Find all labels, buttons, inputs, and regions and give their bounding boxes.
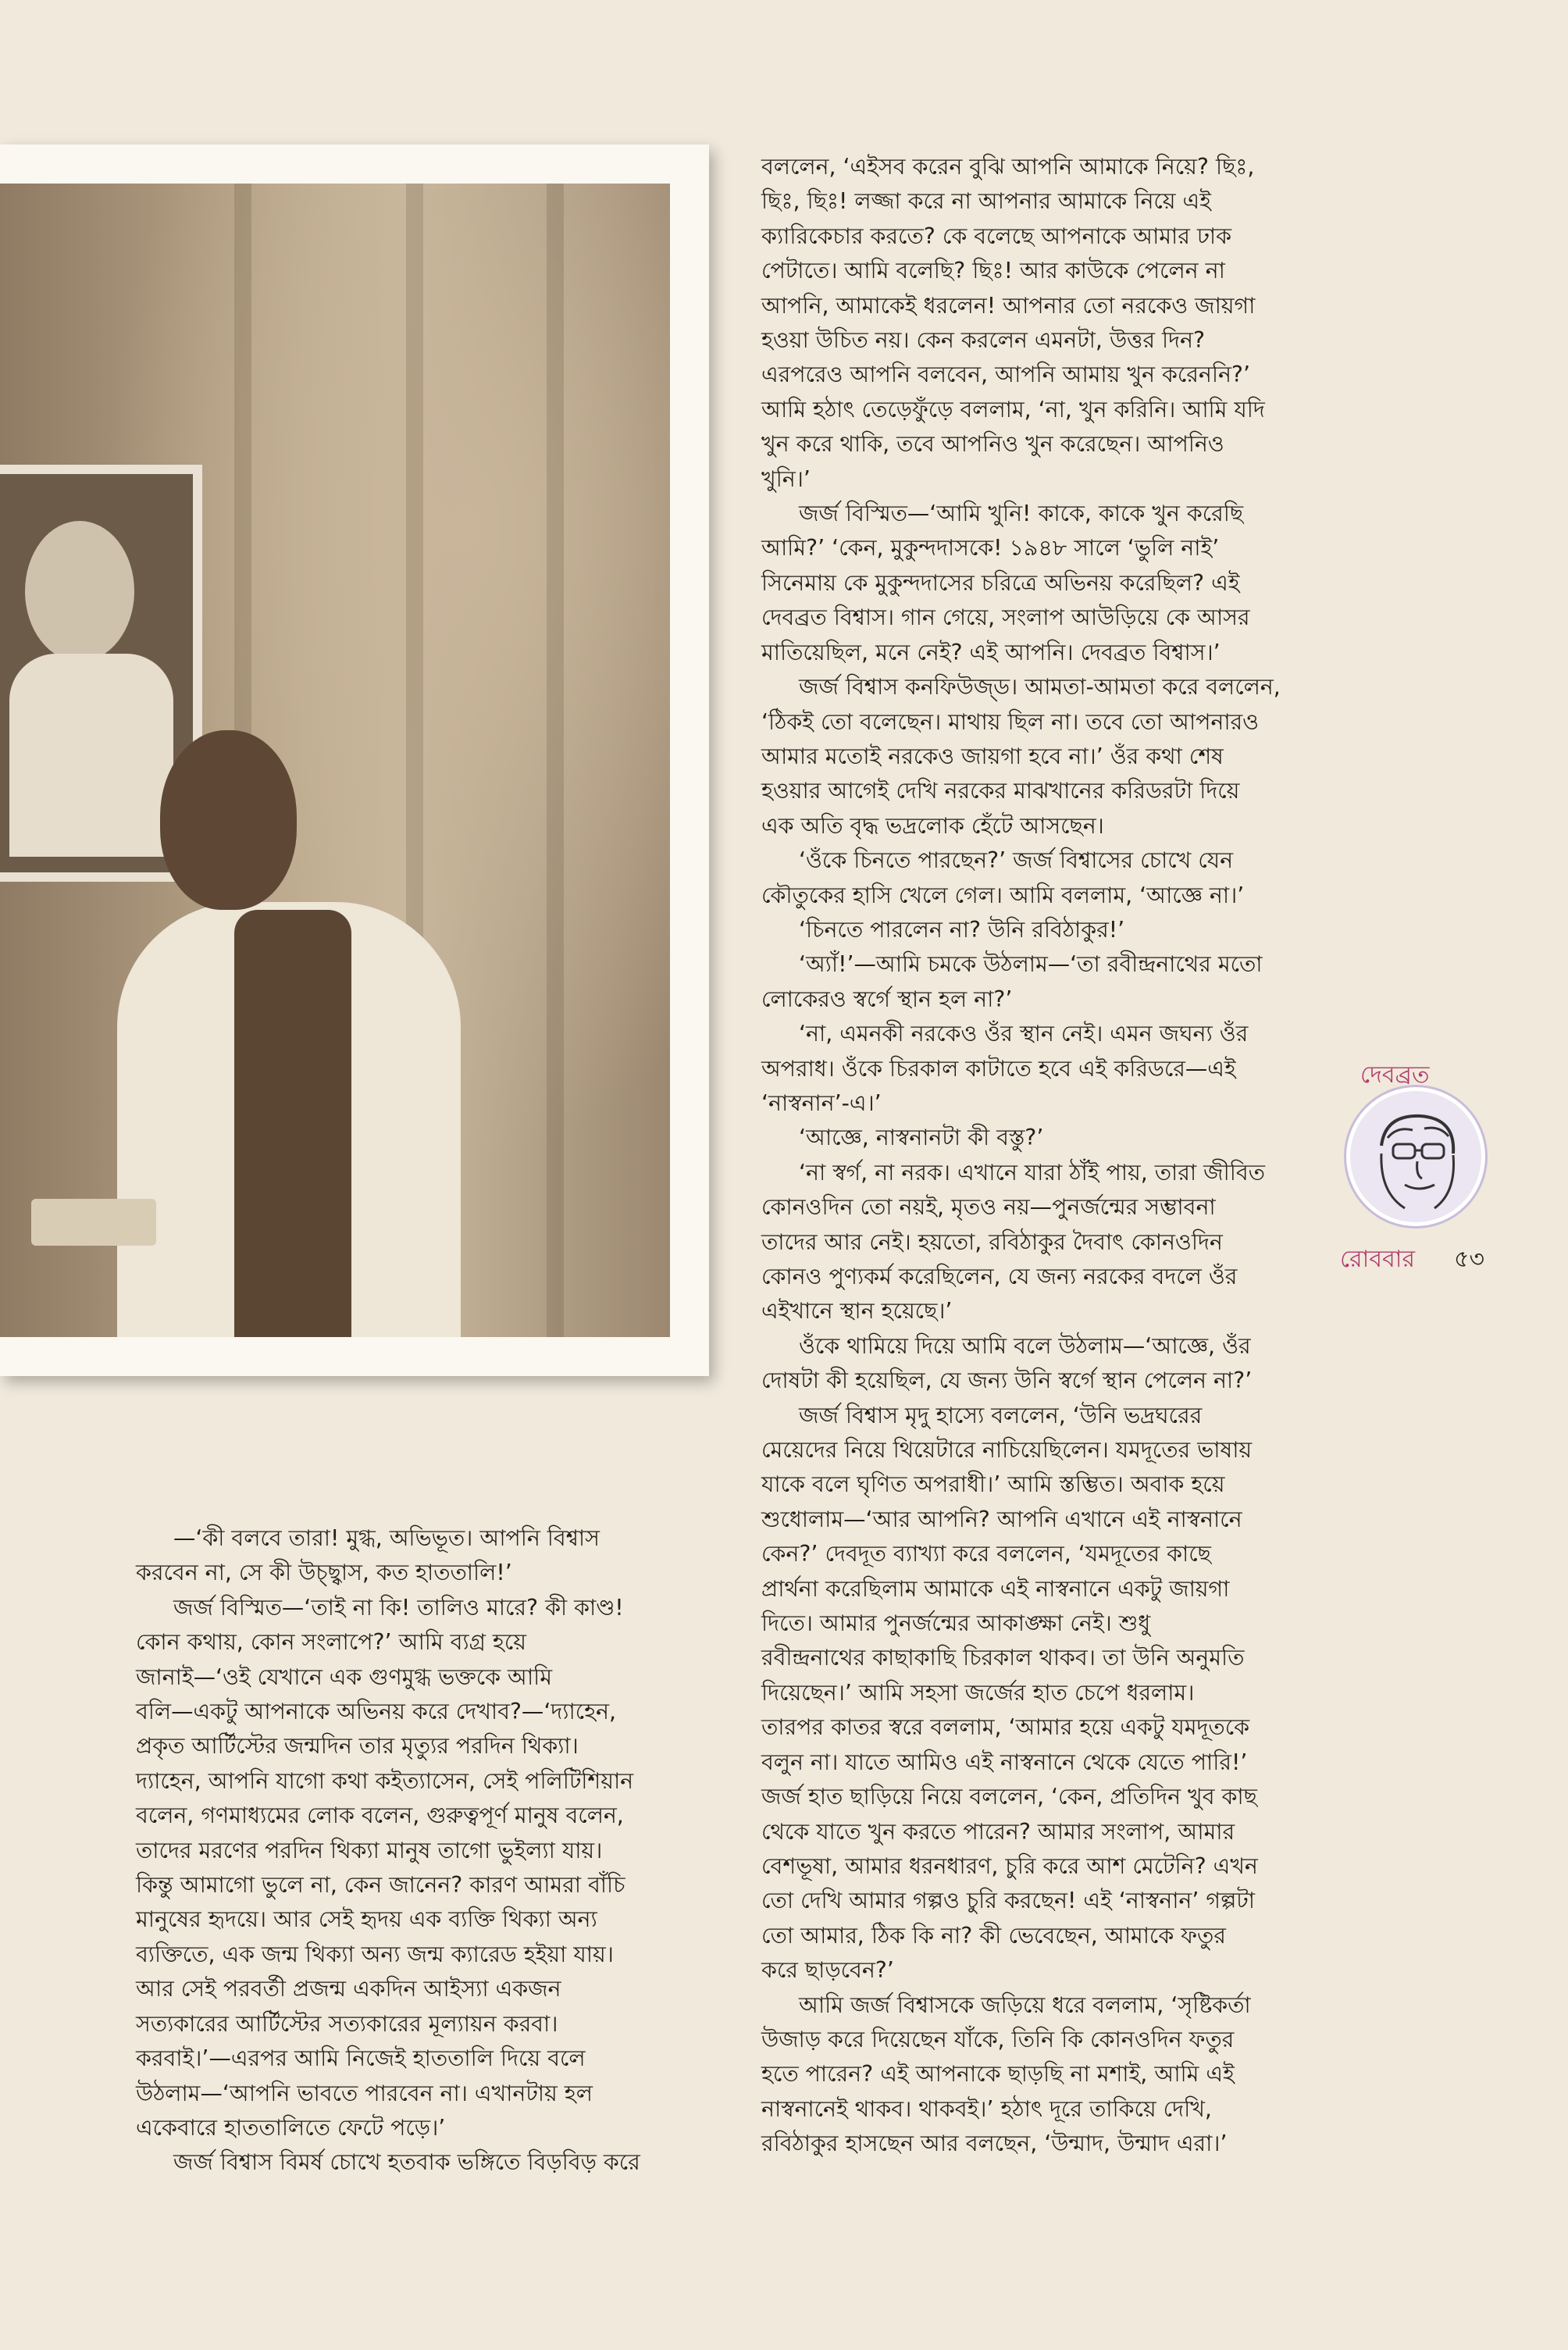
text-line: ব্যক্তিতে, এক জন্ম থিক্যা অন্য জন্ম ক্যারেড হইয়া যায়।: [136, 1941, 614, 1967]
text-line: বললেন, ‘এইসব করেন বুঝি আপনি আমাকে নিয়ে? ছিঃ,: [761, 154, 1255, 180]
text-line: খুন করে থাকি, তবে আপনিও খুন করেছেন। আপনিও: [761, 431, 1224, 458]
caricature-icon: [1350, 1091, 1481, 1222]
text-line: কৌতুকের হাসি খেলে গেল। আমি বললাম, ‘আজ্ঞে না।’: [761, 882, 1245, 908]
book: [31, 1199, 156, 1246]
text-line: পেটাতে। আমি বলেছি? ছিঃ! আর কাউকে পেলেন না: [761, 258, 1225, 284]
text-line: ছিঃ, ছিঃ! লজ্জা করে না আপনার আমাকে নিয়ে এই: [761, 188, 1211, 215]
text-line: করবাই।’—এরপর আমি নিজেই হাততালি দিয়ে বলে: [136, 2045, 586, 2072]
text-line: তারপর কাতর স্বরে বললাম, ‘আমার হয়ে একটু যমদূতকে: [761, 1714, 1249, 1741]
text-line: বলেন, গণমাধ্যমের লোক বলেন, গুরুত্বপূর্ণ মানুষ বলেন,: [136, 1803, 624, 1829]
portrait-shirt: [9, 654, 173, 857]
text-line: আমার মতোই নরকেও জায়গা হবে না।’ ওঁর কথা শেষ: [761, 743, 1224, 769]
text-line: সিনেমায় কে মুকুন্দদাসের চরিত্রে অভিনয় করেছিল? এই: [761, 569, 1240, 596]
text-line: জানাই—‘ওই যেখানে এক গুণমুগ্ধ ভক্তকে আমি: [136, 1664, 553, 1690]
author-caricature: [1346, 1087, 1485, 1226]
curtain-fold: [547, 184, 564, 1337]
text-line: তো দেখি আমার গল্পও চুরি করছেন! এই ‘নাস্বনান’ গল্পটা: [761, 1888, 1256, 1914]
text-line: প্রকৃত আর্টিস্টের জন্মদিন তার মৃত্যুর পরদিন থিক্যা।: [136, 1733, 579, 1760]
text-line: ‘চিনতে পারলেন না? উনি রবিঠাকুর!’: [799, 916, 1125, 943]
stage-photo: [0, 184, 670, 1337]
text-line: হওয়া উচিত নয়। কেন করলেন এমনটা, উত্তর দিন?: [761, 327, 1206, 354]
text-line: উঠলাম—‘আপনি ভাবতে পারবেন না। এখানটায় হল: [136, 2080, 593, 2106]
text-line: জর্জ বিশ্বাস কনফিউজ্‌ড। আমতা-আমতা করে বললেন,: [799, 674, 1281, 701]
text-line: কেন?’ দেবদূত ব্যাখ্যা করে বললেন, ‘যমদূতের কাছে: [761, 1541, 1211, 1567]
portrait-face: [25, 521, 134, 661]
text-line: ‘না, এমনকী নরকেও ওঁর স্থান নেই। এমন জঘন্য ওঁর: [799, 1021, 1249, 1047]
text-line: জর্জ বিশ্বাস বিমর্ষ চোখে হতবাক ভঙ্গিতে বিড়বিড় করে: [173, 2149, 640, 2176]
logo-bottom-text: রোববার: [1340, 1246, 1415, 1273]
text-line: নাস্বনানেই থাকব। থাকবই।’ হঠাৎ দূরে তাকিয়ে দেখি,: [761, 2095, 1212, 2122]
text-line: এরপরেও আপনি বলবেন, আপনি আমায় খুন করেননি?’: [761, 362, 1251, 388]
text-line: দিয়েছেন।’ আমি সহসা জর্জের হাত চেপে ধরলাম।: [761, 1679, 1195, 1706]
text-line: ‘ঠিকই তো বলেছেন। মাথায় ছিল না। তবে তো আপনারও: [761, 708, 1260, 735]
text-line: ‘না স্বর্গ, না নরক। এখানে যারা ঠাঁই পায়, তারা জীবিত: [799, 1159, 1265, 1186]
text-line: দ্যাহেন, আপনি যাগো কথা কইত্যাসেন, সেই পলিটিশিয়ান: [136, 1767, 634, 1794]
photo-frame: [0, 144, 709, 1376]
text-line: জর্জ বিস্মিত—‘তাই না কি! তালিও মারে? কী কাণ্ড!: [173, 1594, 624, 1621]
text-line: একেবারে হাততালিতে ফেটে পড়ে।’: [136, 2114, 446, 2141]
text-line: রবীন্দ্রনাথের কাছাকাছি চিরকাল থাকব। তা উনি অনুমতি: [761, 1645, 1245, 1671]
text-line: জর্জ বিস্মিত—‘আমি খুনি! কাকে, কাকে খুন করেছি: [799, 501, 1244, 527]
text-line: জর্জ হাত ছাড়িয়ে নিয়ে বললেন, ‘কেন, প্রতিদিন খুব কাছ: [761, 1784, 1257, 1810]
text-line: বেশভূষা, আমার ধরনধারণ, চুরি করে আশ মেটেনি? এখন: [761, 1853, 1258, 1879]
text-line: ওঁকে থামিয়ে দিয়ে আমি বলে উঠলাম—‘আজ্ঞে, ওঁর: [799, 1332, 1251, 1359]
text-line: জর্জ বিশ্বাস মৃদু হাস্যে বললেন, ‘উনি ভদ্রঘরের: [799, 1402, 1203, 1428]
text-line: এইখানে স্থান হয়েছে।’: [761, 1298, 953, 1325]
text-line: থেকে যাতে খুন করতে পারেন? আমার সংলাপ, আমার: [761, 1818, 1235, 1845]
text-line: রবিঠাকুর হাসছেন আর বলছেন, ‘উন্মাদ, উন্মাদ এরা।’: [761, 2131, 1228, 2157]
text-line: করে ছাড়বেন?’: [761, 1957, 894, 1984]
text-line: আর সেই পরবর্তী প্রজন্ম একদিন আইস্যা একজন: [136, 1976, 561, 2002]
text-line: করবেন না, সে কী উচ্ছ্বাস, কত হাততালি!’: [136, 1560, 512, 1586]
text-line: দোষটা কী হয়েছিল, যে জন্য উনি স্বর্গে স্থান পেলেন না?’: [761, 1368, 1253, 1394]
actor-head: [160, 730, 297, 910]
text-line: দিতে। আমার পুনর্জন্মের আকাঙ্ক্ষা নেই। শুধু: [761, 1610, 1151, 1637]
text-line: মেয়েদের নিয়ে থিয়েটারে নাচিয়েছিলেন। যমদূতের ভাষায়: [761, 1437, 1253, 1464]
column-logo: [1337, 1056, 1516, 1290]
text-line: আমি?’ ‘কেন, মুকুন্দদাসকে! ১৯৪৮ সালে ‘ভুলি নাই’: [761, 535, 1220, 562]
text-line: শুধোলাম—‘আর আপনি? আপনি এখানে এই নাস্বনানে: [761, 1506, 1242, 1532]
text-line: আমি হঠাৎ তেড়েফুঁড়ে বললাম, ‘না, খুন করিনি। আমি যদি: [761, 396, 1265, 423]
text-line: যাকে বলে ঘৃণিত অপরাধী।’ আমি স্তম্ভিত। অবাক হয়ে: [761, 1471, 1225, 1498]
text-line: আপনি, আমাকেই ধরলেন! আপনার তো নরকেও জায়গা: [761, 292, 1256, 319]
text-line: —‘কী বলবে তারা! মুগ্ধ, অভিভূত। আপনি বিশ্বাস: [173, 1525, 600, 1551]
text-line: ‘ওঁকে চিনতে পারছেন?’ জর্জ বিশ্বাসের চোখে যেন: [799, 847, 1234, 874]
article-column-left: [136, 1521, 698, 2181]
text-line: ‘আজ্ঞে, নাস্বনানটা কী বস্তু?’: [799, 1125, 1044, 1151]
text-line: তো আমার, ঠিক কি না? কী ভেবেছেন, আমাকে ফতুর: [761, 1922, 1226, 1949]
text-line: বলি—একটু আপনাকে অভিনয় করে দেখাব?—‘দ্যাহেন,: [136, 1699, 617, 1725]
text-line: হতে পারেন? এই আপনাকে ছাড়ছি না মশাই, আমি এই: [761, 2061, 1235, 2088]
logo-top-text: দেবব্রত: [1360, 1061, 1430, 1089]
text-line: লোকেরও স্বর্গে স্থান হল না?’: [761, 986, 1013, 1012]
text-line: খুনি।’: [761, 465, 811, 492]
page-number: ৫৩: [1454, 1246, 1484, 1273]
text-line: আমি জর্জ বিশ্বাসকে জড়িয়ে ধরে বললাম, ‘সৃষ্টিকর্তা: [799, 1992, 1251, 2018]
text-line: ‘অ্যাঁ!’—আমি চমকে উঠলাম—‘তা রবীন্দ্রনাথের মতো: [799, 951, 1263, 978]
text-line: ‘নাস্বনান’-এ।’: [761, 1089, 882, 1116]
text-line: কোনও পুণ্যকর্ম করেছিলেন, যে জন্য নরকের বদলে ওঁর: [761, 1264, 1238, 1289]
text-line: তাদের আর নেই। হয়তো, রবিঠাকুর দৈবাৎ কোনওদিন: [761, 1228, 1223, 1255]
text-line: কোনওদিন তো নয়ই, মৃতও নয়—পুনর্জন্মের সম্ভাবনা: [761, 1194, 1216, 1221]
text-line: অপরাধ। ওঁকে চিরকাল কাটাতে হবে এই করিডরে—এই: [761, 1055, 1236, 1082]
text-line: মানুষের হৃদয়ে। আর সেই হৃদয় এক ব্যক্তি থিক্যা অন্য: [136, 1906, 597, 1933]
actor-vest: [234, 910, 351, 1337]
text-line: মাতিয়েছিল, মনে নেই? এই আপনি। দেবব্রত বিশ্বাস।’: [761, 639, 1221, 665]
text-line: এক অতি বৃদ্ধ ভদ্রলোক হেঁটে আসছেন।: [761, 812, 1104, 839]
text-line: বলুন না। যাতে আমিও এই নাস্বনানে থেকে যেতে পারি!’: [761, 1749, 1248, 1775]
text-line: ক্যারিকেচার করতে? কে বলেছে আপনাকে আমার ঢাক: [761, 223, 1231, 249]
text-line: দেবব্রত বিশ্বাস। গান গেয়ে, সংলাপ আউড়িয়ে কে আসর: [761, 604, 1250, 631]
text-line: কিন্তু আমাগো ভুলে না, কেন জানেন? কারণ আমরা বাঁচি: [136, 1872, 625, 1899]
text-line: তাদের মরণের পরদিন থিক্যা মানুষ তাগো ভুইল্যা যায়।: [136, 1837, 603, 1863]
text-line: কোন কথায়, কোন সংলাপে?’ আমি ব্যগ্র হয়ে: [136, 1629, 526, 1656]
text-line: সত্যকারের আর্টিস্টের সত্যকারের মূল্যায়ন করবা।: [136, 2010, 558, 2037]
text-line: উজাড় করে দিয়েছেন যাঁকে, তিনি কি কোনওদিন ফতুর: [761, 2026, 1235, 2052]
article-column-right: [761, 150, 1324, 2162]
text-line: প্রার্থনা করেছিলাম আমাকে এই নাস্বনানে একটু জায়গা: [761, 1575, 1230, 1602]
text-line: হওয়ার আগেই দেখি নরকের মাঝখানের করিডরটা দিয়ে: [761, 778, 1240, 804]
